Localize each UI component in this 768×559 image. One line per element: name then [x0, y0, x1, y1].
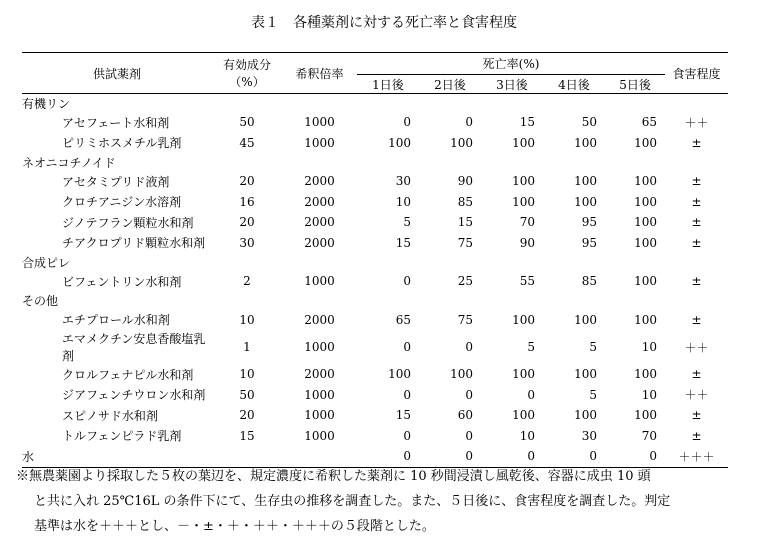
ingredient-value: 50: [239, 387, 255, 402]
dilution-value: 2000: [304, 367, 335, 382]
table-row: [22, 233, 728, 254]
ingredient-value: 10: [239, 312, 255, 327]
day3-value: 100: [512, 135, 535, 150]
table-row: [22, 171, 728, 192]
day3-value: 100: [512, 408, 535, 423]
header-day2: 2日後: [419, 75, 481, 94]
ingredient-value: 15: [239, 428, 255, 443]
damage-value: ±: [691, 274, 702, 289]
day2-value: 25: [457, 274, 473, 289]
day2-value: 0: [465, 428, 473, 443]
day5-value: 100: [634, 194, 658, 209]
day4-value: 50: [581, 115, 597, 130]
day5-value: 100: [634, 135, 658, 150]
day3-value: 100: [512, 174, 535, 189]
agent-name: チアクロプリド顆粒水和剤: [62, 236, 206, 251]
day5-value: 70: [641, 428, 658, 443]
table-row: [22, 330, 728, 364]
day1-value: 10: [395, 194, 411, 209]
day3-value: 0: [481, 446, 543, 467]
day1-value: 0: [403, 115, 411, 130]
header-ingredient: 有効成分 （%）: [212, 53, 282, 94]
day2-value: 60: [457, 408, 473, 423]
day5-value: 0: [605, 446, 665, 467]
day3-value: 0: [527, 387, 535, 402]
header-day1: 1日後: [357, 75, 419, 94]
ingredient-value: 2: [243, 274, 251, 289]
damage-value: ＋＋: [684, 388, 709, 403]
day1-value: 0: [357, 446, 419, 467]
day5-value: 100: [634, 367, 658, 382]
day2-value: 0: [465, 340, 473, 354]
day4-value: 100: [574, 135, 597, 150]
agent-name: アセフェート水和剤: [62, 115, 170, 130]
header-damage: 食害程度: [665, 53, 728, 94]
damage-value: ＋＋: [684, 115, 709, 130]
ingredient-value: 20: [239, 215, 255, 230]
day1-value: 0: [403, 387, 411, 402]
dilution-value: 1000: [304, 135, 335, 150]
day1-value: 5: [403, 215, 411, 230]
ingredient-value: 45: [239, 135, 255, 150]
day3-value: 55: [519, 274, 535, 289]
day3-value: 15: [519, 115, 535, 130]
ingredient-value: 30: [239, 235, 255, 250]
day4-value: 100: [574, 194, 597, 209]
day4-value: 0: [543, 446, 605, 467]
table-row: [22, 192, 728, 213]
day4-value: 5: [589, 387, 597, 402]
day3-value: 100: [512, 367, 535, 382]
header-dilution: 希釈倍率: [282, 53, 357, 94]
day5-value: 100: [634, 235, 658, 250]
damage-value: ±: [691, 235, 702, 250]
agent-name: スピノサド水和剤: [62, 408, 158, 423]
footnote-line-1: ※無農薬園より採取した５枚の葉辺を、規定濃度に希釈した薬剤に 10 秒間浸漬し風乾後、容器に成虫 10 頭: [16, 469, 651, 484]
day1-value: 100: [388, 135, 411, 150]
dilution-value: 2000: [304, 215, 335, 230]
day1-value: 15: [395, 408, 411, 423]
header-day5: 5日後: [605, 75, 665, 94]
damage-value: ＋＋＋: [665, 446, 728, 467]
table-row: [22, 133, 728, 154]
agent-name: 水: [22, 446, 212, 467]
header-agent: 供試薬剤: [22, 53, 212, 94]
day5-value: 10: [641, 387, 658, 402]
table-row: [22, 405, 728, 426]
day1-value: 100: [388, 367, 411, 382]
header-mortality: 死亡率(%): [357, 53, 665, 75]
ingredient-value: 16: [239, 194, 255, 209]
dilution-value: 1000: [304, 428, 335, 443]
ingredient-value: 50: [239, 115, 255, 130]
table-row: [22, 385, 728, 406]
group-label: ネオニコチノイド: [22, 155, 116, 170]
day2-value: 0: [465, 115, 473, 130]
day1-value: 0: [403, 274, 411, 289]
day2-value: 75: [457, 235, 473, 250]
day2-value: 15: [457, 215, 473, 230]
day5-value: 100: [634, 312, 658, 327]
day1-value: 30: [395, 174, 411, 189]
day1-value: 65: [395, 312, 411, 327]
table-row: [22, 112, 728, 133]
footnote: [16, 464, 756, 539]
day4-value: 5: [589, 340, 597, 354]
table-row: [22, 426, 728, 447]
agent-name: ジアフェンチウロン水和剤: [62, 388, 206, 403]
day1-value: 0: [403, 428, 411, 443]
day1-value: 0: [403, 340, 411, 354]
day4-value: 100: [574, 174, 597, 189]
damage-value: ±: [691, 428, 702, 443]
damage-value: ±: [691, 194, 702, 209]
agent-name: ビフェントリン水和剤: [62, 274, 182, 289]
day4-value: 95: [581, 215, 597, 230]
damage-value: ±: [691, 408, 702, 423]
table-title: 表１ 各種薬剤に対する死亡率と食害程度: [251, 15, 517, 31]
dilution-value: 2000: [304, 194, 335, 209]
damage-value: ±: [691, 215, 702, 230]
day3-value: 90: [519, 235, 535, 250]
day3-value: 100: [512, 312, 535, 327]
header-day3: 3日後: [481, 75, 543, 94]
agent-name: ジノテフラン顆粒水和剤: [62, 215, 194, 230]
day3-value: 10: [519, 428, 535, 443]
table-row: [22, 364, 728, 385]
dilution-value: 1000: [304, 340, 335, 354]
day4-value: 100: [574, 367, 597, 382]
day3-value: 100: [512, 194, 535, 209]
table-row: [22, 271, 728, 292]
day5-value: 100: [634, 215, 658, 230]
group-label: 有機リン: [22, 96, 71, 111]
table-row: [22, 212, 728, 233]
table-row: [22, 310, 728, 331]
day2-value: 90: [457, 174, 473, 189]
day2-value: 85: [457, 194, 473, 209]
day3-value: 5: [527, 340, 535, 354]
day2-value: 100: [450, 367, 473, 382]
mortality-table: [22, 52, 728, 468]
day5-value: 100: [634, 408, 658, 423]
day3-value: 70: [519, 215, 535, 230]
footnote-line-3: 基準は水を＋＋＋とし、－・±・＋・＋＋・＋＋＋の５段階とした。: [34, 519, 435, 534]
agent-name: トルフェンピラド乳剤: [62, 429, 182, 444]
dilution-value: 1000: [304, 387, 335, 402]
damage-value: ±: [691, 312, 702, 327]
day4-value: 100: [574, 408, 597, 423]
damage-value: ±: [691, 135, 702, 150]
day1-value: 15: [395, 235, 411, 250]
agent-name: エチプロール水和剤: [62, 313, 170, 328]
dilution-value: 2000: [304, 312, 335, 327]
day5-value: 100: [634, 174, 658, 189]
group-label: 合成ピレ: [22, 255, 71, 270]
day4-value: 95: [581, 235, 597, 250]
agent-name: クロルフェナピル水和剤: [62, 367, 194, 382]
day2-value: 100: [450, 135, 473, 150]
header-day4: 4日後: [543, 75, 605, 94]
agent-name: クロチアニジン水溶剤: [62, 195, 182, 210]
damage-value: ＋＋: [684, 340, 709, 355]
day5-value: 10: [641, 340, 658, 354]
day2-value: 0: [419, 446, 481, 467]
agent-name: ピリミホスメチル乳剤: [62, 136, 182, 151]
damage-value: ±: [691, 367, 702, 382]
day5-value: 65: [641, 115, 658, 130]
dilution-value: 2000: [304, 174, 335, 189]
footnote-line-2: と共に入れ 25℃16L の条件下にて、生存虫の推移を調査した。また、５日後に、食害程度を調査した。判定: [34, 494, 671, 509]
agent-name: エマメクチン安息香酸塩乳剤: [62, 332, 206, 363]
day2-value: 75: [457, 312, 473, 327]
damage-value: ±: [691, 174, 702, 189]
ingredient-value: 20: [239, 408, 255, 423]
day2-value: 0: [465, 387, 473, 402]
ingredient-value: 20: [239, 174, 255, 189]
agent-name: アセタミプリド液剤: [62, 174, 170, 189]
dilution-value: 1000: [304, 274, 335, 289]
dilution-value: 1000: [304, 408, 335, 423]
dilution-value: 1000: [304, 115, 335, 130]
ingredient-value: 10: [239, 367, 255, 382]
ingredient-value: 1: [243, 340, 251, 354]
day5-value: 100: [634, 274, 658, 289]
group-label: その他: [22, 294, 59, 308]
dilution-value: 2000: [304, 235, 335, 250]
day4-value: 30: [581, 428, 597, 443]
day4-value: 85: [581, 274, 597, 289]
day4-value: 100: [574, 312, 597, 327]
